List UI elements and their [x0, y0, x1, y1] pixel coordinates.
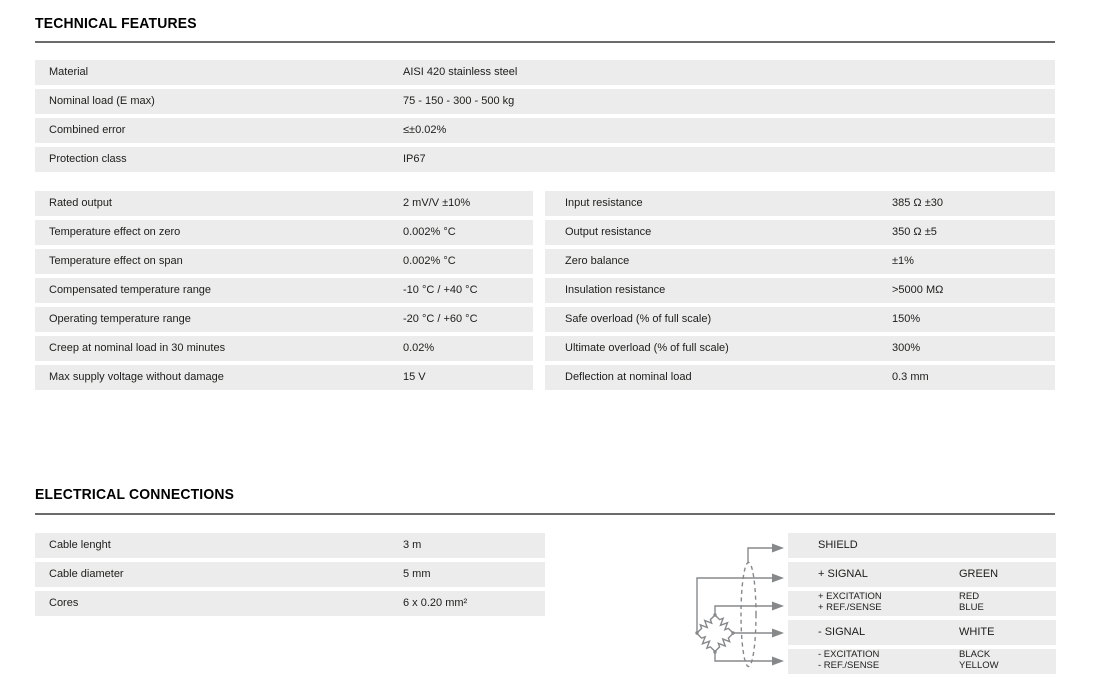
spec-row: [35, 533, 545, 558]
arrow-right-icon: [772, 657, 784, 666]
wire-signal-label: + EXCITATION: [818, 591, 882, 602]
spec-label: Creep at nominal load in 30 minutes: [49, 342, 226, 354]
spec-label: Rated output: [49, 197, 112, 209]
wiring-row: [788, 649, 1056, 674]
wiring-legend-table: [788, 533, 1056, 678]
spec-row: [35, 336, 533, 361]
wiring-row: [788, 620, 1056, 645]
shield-wire: [748, 548, 772, 563]
wire-signal-label: SHIELD: [818, 539, 858, 551]
spec-value: 0.3 mm: [892, 371, 929, 383]
spec-row: [35, 591, 545, 616]
wiring-diagram: [660, 525, 790, 687]
spec-row: [545, 249, 1055, 274]
spec-label: Max supply voltage without damage: [49, 371, 224, 383]
spec-value: ≤±0.02%: [403, 124, 447, 136]
wire-signal-label: - EXCITATION: [818, 649, 880, 660]
spec-row: [545, 191, 1055, 216]
spec-row: [35, 118, 1055, 143]
spec-label: Ultimate overload (% of full scale): [565, 342, 729, 354]
spec-row: [35, 191, 533, 216]
wire-color-label: BLUE: [959, 602, 984, 613]
spec-label: Compensated temperature range: [49, 284, 212, 296]
spec-value: 15 V: [403, 371, 426, 383]
wire-signal-label: + REF./SENSE: [818, 602, 882, 613]
wiring-row-line: [788, 591, 1056, 602]
spec-label: Insulation resistance: [565, 284, 666, 296]
arrow-right-icon: [772, 629, 784, 638]
spec-row: [35, 60, 1055, 85]
bridge-nodes: [695, 613, 734, 653]
spec-row: [35, 147, 1055, 172]
spec-value: 0.002% °C: [403, 255, 456, 267]
spec-row: [545, 220, 1055, 245]
wheatstone-bridge-icon: [695, 613, 736, 654]
spec-value: IP67: [403, 153, 426, 165]
wire-color-label: GREEN: [959, 568, 999, 580]
performance-specs-table-right: [545, 191, 1055, 394]
section-title-technical-features: TECHNICAL FEATURES: [35, 15, 197, 32]
spec-row: [35, 365, 533, 390]
section-divider: [35, 513, 1055, 515]
spec-row: [545, 278, 1055, 303]
wire-signal-label: + SIGNAL: [818, 568, 868, 580]
wire-color-label: YELLOW: [959, 660, 999, 671]
spec-label: Temperature effect on zero: [49, 226, 181, 238]
spec-label: Cores: [49, 597, 79, 609]
spec-label: Protection class: [49, 153, 127, 165]
spec-value: 0.002% °C: [403, 226, 456, 238]
wire-signal-label: - REF./SENSE: [818, 660, 880, 671]
spec-value: 3 m: [403, 539, 422, 551]
spec-value: 5 mm: [403, 568, 431, 580]
cable-specs-table: [35, 533, 545, 620]
spec-value: 6 x 0.20 mm²: [403, 597, 468, 609]
wire-color-label: BLACK: [959, 649, 991, 660]
spec-label: Output resistance: [565, 226, 652, 238]
spec-value: -20 °C / +60 °C: [403, 313, 478, 325]
plus-excitation-wire: [715, 606, 772, 615]
wire-color-label: RED: [959, 591, 980, 602]
spec-row: [35, 562, 545, 587]
spec-label: Safe overload (% of full scale): [565, 313, 712, 325]
spec-row: [35, 307, 533, 332]
arrow-right-icon: [772, 574, 784, 583]
spec-label: Combined error: [49, 124, 126, 136]
performance-specs-table-left: [35, 191, 533, 394]
wire-color-label: WHITE: [959, 626, 995, 638]
wiring-row: [788, 562, 1056, 587]
spec-label: Zero balance: [565, 255, 630, 267]
wire-signal-label: - SIGNAL: [818, 626, 866, 638]
spec-label: Operating temperature range: [49, 313, 191, 325]
spec-label: Material: [49, 66, 89, 78]
spec-value: -10 °C / +40 °C: [403, 284, 478, 296]
spec-row: [545, 365, 1055, 390]
spec-row: [545, 336, 1055, 361]
arrow-right-icons: [772, 544, 784, 666]
arrow-right-icon: [772, 544, 784, 553]
spec-label: Input resistance: [565, 197, 643, 209]
arrow-right-icon: [772, 602, 784, 611]
spec-row: [35, 249, 533, 274]
spec-label: Cable diameter: [49, 568, 124, 580]
spec-row: [35, 220, 533, 245]
spec-value: 0.02%: [403, 342, 435, 354]
spec-value: 150%: [892, 313, 921, 325]
wire-lines: [695, 548, 772, 667]
section-title-electrical-connections: ELECTRICAL CONNECTIONS: [35, 486, 235, 503]
wiring-row-line: [788, 649, 1056, 660]
spec-value: 350 Ω ±5: [892, 226, 937, 238]
spec-row: [35, 89, 1055, 114]
wiring-row-line: [788, 602, 1056, 613]
spec-label: Deflection at nominal load: [565, 371, 692, 383]
spec-value: 75 - 150 - 300 - 500 kg: [403, 95, 515, 107]
spec-label: Cable lenght: [49, 539, 111, 551]
spec-value: 300%: [892, 342, 921, 354]
wiring-row: [788, 591, 1056, 616]
wiring-row-line: [788, 660, 1056, 671]
spec-row: [35, 278, 533, 303]
spec-value: AISI 420 stainless steel: [403, 66, 518, 78]
wiring-row: [788, 533, 1056, 558]
spec-row: [545, 307, 1055, 332]
spec-label: Temperature effect on span: [49, 255, 183, 267]
spec-label: Nominal load (E max): [49, 95, 155, 107]
spec-value: ±1%: [892, 255, 914, 267]
spec-value: 385 Ω ±30: [892, 197, 943, 209]
spec-value: 2 mV/V ±10%: [403, 197, 471, 209]
spec-value: >5000 MΩ: [892, 284, 944, 296]
general-specs-table: [35, 60, 1055, 176]
section-divider: [35, 41, 1055, 43]
